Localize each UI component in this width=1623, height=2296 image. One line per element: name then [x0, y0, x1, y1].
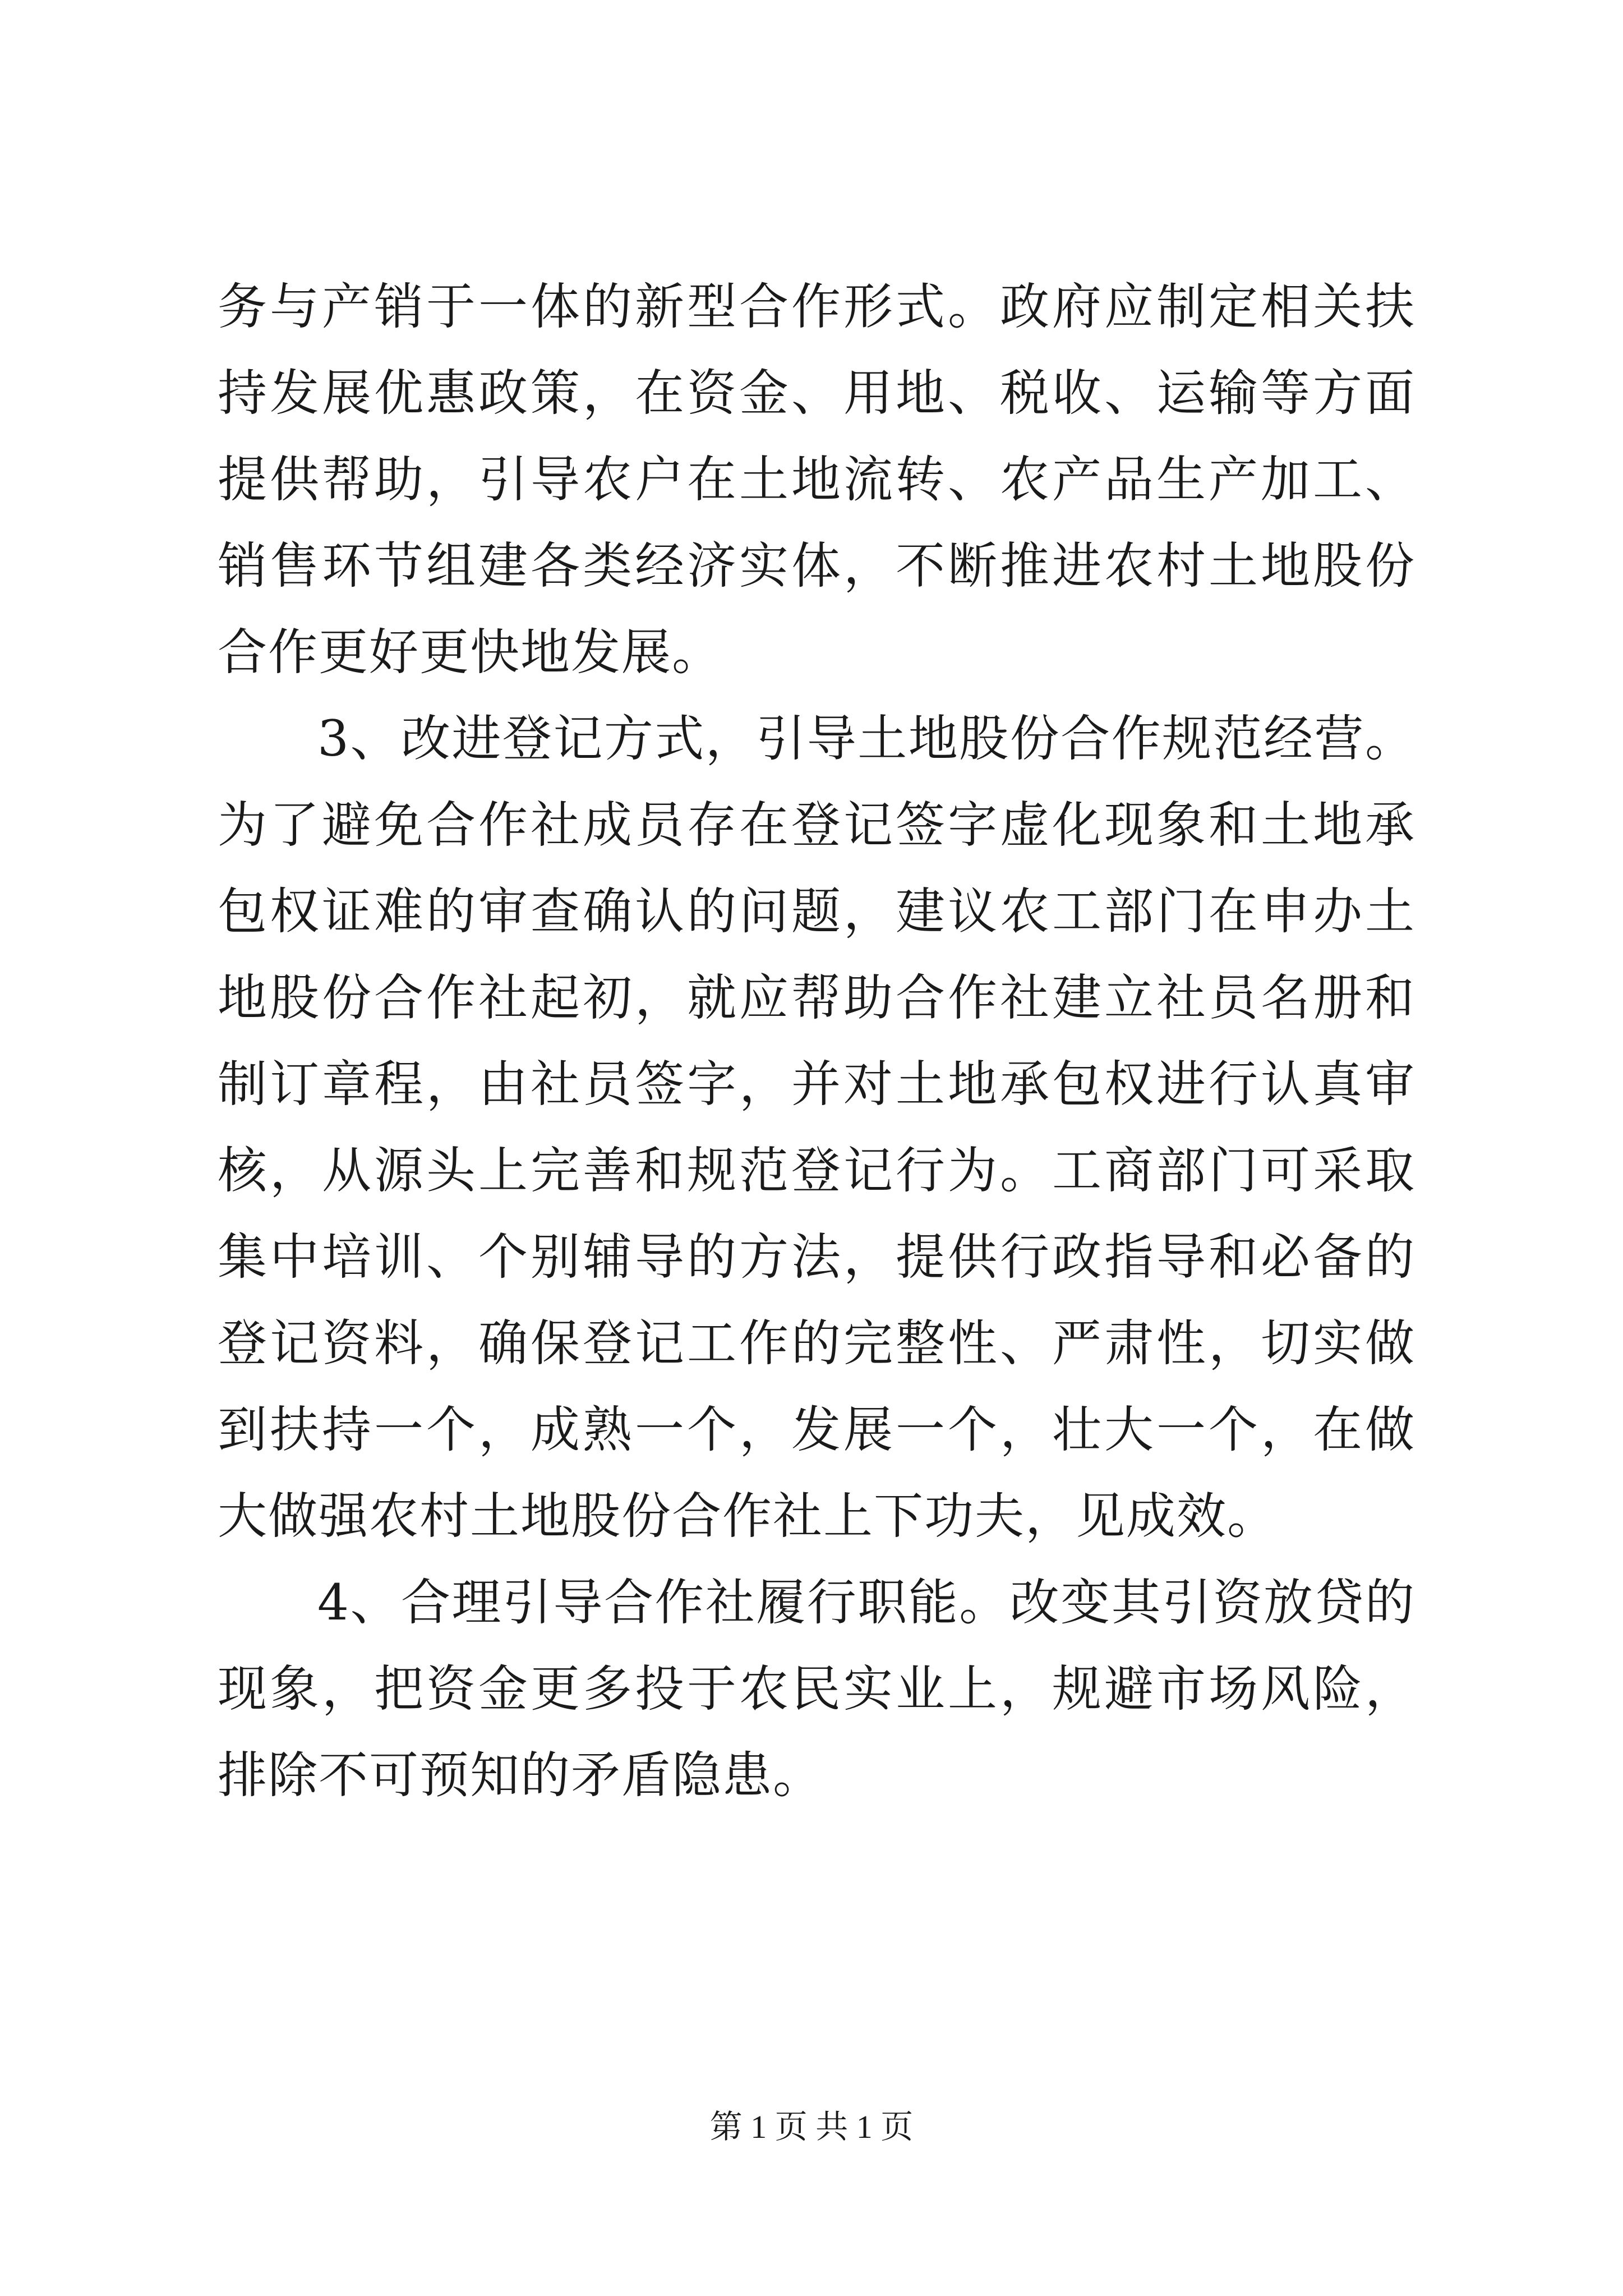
paragraph-item-3: 3、改进登记方式，引导土地股份合作规范经营。为了避免合作社成员存在登记签字虚化现象和土地承包权证难的审查确认的问题，建议农工部门在申办土地股份合作社起初，就应帮助合作社建立社员名册和制订章程，由社员签字，并对土地承包权进行认真审核，从源头上完善和规范登记行为。工商部门可采取集中培训、个别辅导的方法，提供行政指导和必备的登记资料，确保登记工作的完整性、严肃性，切实做到扶持一个，成熟一个，发展一个，壮大一个，在做大做强农村土地股份合作社上下功夫，见成效。	[218, 710, 1415, 1545]
paragraph-continuation: 务与产销于一体的新型合作形式。政府应制定相关扶持发展优惠政策，在资金、用地、税收、运输等方面提供帮助，引导农户在土地流转、农产品生产加工、销售环节组建各类经济实体，不断推进农村土地股份合作更好更快地发展。	[218, 278, 1415, 681]
document-body	[218, 264, 1415, 1819]
paragraph-item-4: 4、合理引导合作社履行职能。改变其引资放贷的现象，把资金更多投于农民实业上，规避市场风险，排除不可预知的矛盾隐患。	[218, 1573, 1415, 1804]
page-number-footer: 第 1 页 共 1 页	[709, 2109, 914, 2145]
